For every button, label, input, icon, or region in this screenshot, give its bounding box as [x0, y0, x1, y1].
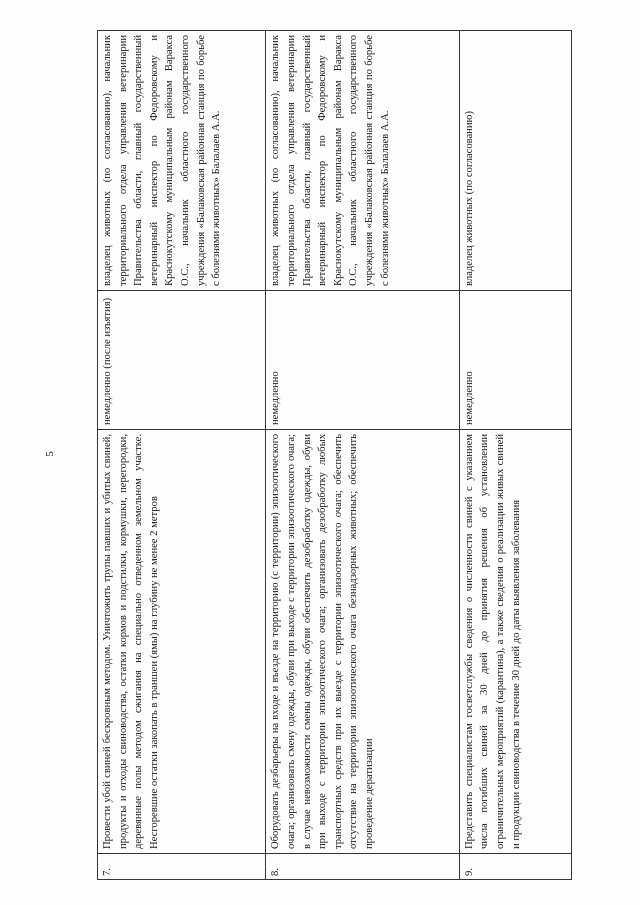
action-cell: Провести убой свиней бескровным методом. Уничтожить трупы павших и убитых свиней, продукты и отходы свиноводства, остатки кормов и подстилки, кормушки, перегородки, деревянные полы методом сжигания на специально отведенном земельном участке. Несгоревшие остатки закопать в траншеи (ямы) на глубину не менее 2 метров — [98, 430, 266, 854]
row-number: 7. — [98, 854, 266, 880]
table-row — [459, 31, 571, 880]
term-cell: немедленно — [266, 291, 459, 430]
term-cell: немедленно (после изъятия) — [98, 291, 266, 430]
page-number: 5 — [43, 451, 56, 457]
rotated-table-wrapper — [97, 30, 572, 880]
responsible-cell: владелец животных (по согласованию) — [459, 31, 571, 291]
table-row — [266, 31, 459, 880]
action-cell: Оборудовать дезбарьеры на входе и въезде на территорию (с территории) эпизоотического очага; организовать смену одежды, обуви при выходе с территории эпизоотического очага; в случае невозможности смены одежды, обуви обеспечить дезобработку одежды, обуви при выходе с территории эпизоотического очага; организовать дезобработку любых транспортных средств при их выезде с территории эпизоотического очага; обеспечить отсутствие на территории эпизоотического очага безнадзорных животных; обеспечить проведение дератизации — [266, 430, 459, 854]
row-number: 8. — [266, 854, 459, 880]
action-cell: Представить специалистам госветслужбы сведения о численности свиней с указанием числа погибших свиней за 30 дней до принятия решения об установлении ограничительных мероприятий (карантина), а также сведения о реализации живых свиней и продукции свиноводства в течение 30 дней до даты выявления заболевания — [459, 430, 571, 854]
responsible-cell: владелец животных (по согласованию), начальник территориального отдела управления ветеринарии Правительства области, главный государственный ветеринарный инспектор по Федоровскому и Краснокутскому муниципальным районам Варакса О.С., начальник областного государственного учреждения «Балаковская районная станция по борьбе с болезнями животных» Балалаев А.А. — [266, 31, 459, 291]
table-row — [98, 31, 266, 880]
measures-table — [97, 30, 572, 880]
term-cell: немедленно — [459, 291, 571, 430]
row-number: 9. — [459, 854, 571, 880]
responsible-cell: владелец животных (по согласованию), начальник территориального отдела управления ветеринарии Правительства области, главный государственный ветеринарный инспектор по Федоровскому и Краснокутскому муниципальным районам Варакса О.С., начальник областного государственного учреждения «Балаковская районная станция по борьбе с болезнями животных» Балалаев А.А. — [98, 31, 266, 291]
